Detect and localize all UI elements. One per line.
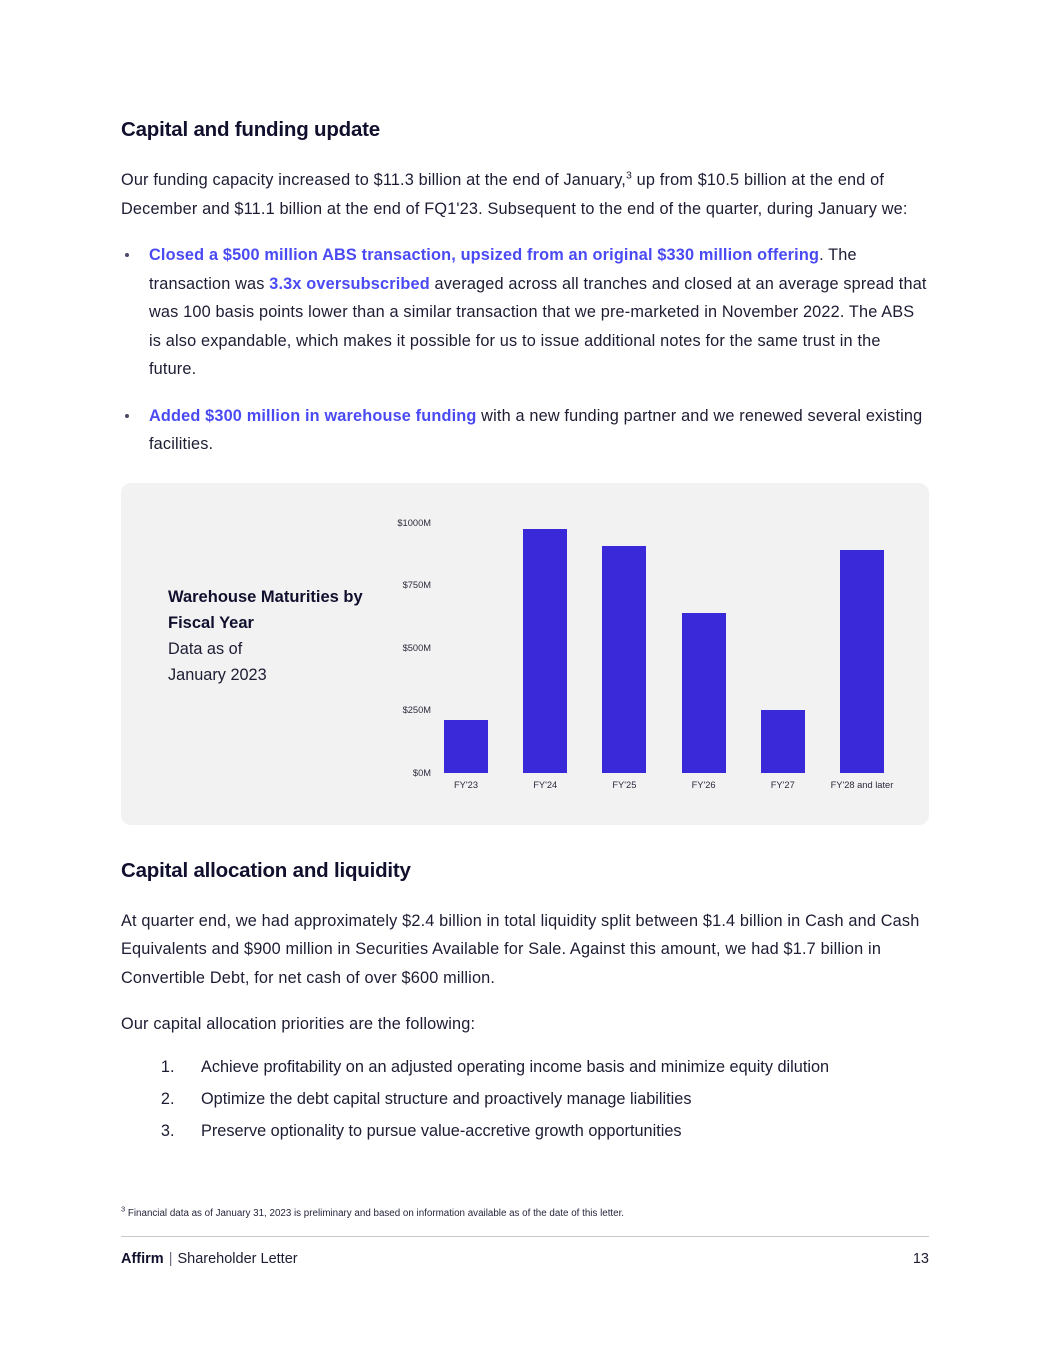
list-item xyxy=(121,241,929,384)
bullet-1-text-1: . The transaction was xyxy=(149,246,857,293)
x-axis-tick-fy26: FY'26 xyxy=(691,779,716,790)
paragraph-priorities-intro: Our capital allocation priorities are the following: xyxy=(121,1015,476,1033)
bar-fy27 xyxy=(761,710,805,773)
bullet-list-funding xyxy=(121,241,929,459)
x-axis-tick-fy25: FY'25 xyxy=(612,779,637,790)
affirm-logo: Affirm xyxy=(121,1251,164,1267)
section-title-capital-allocation: Capital allocation and liquidity xyxy=(121,858,411,882)
section-title-capital-funding: Capital and funding update xyxy=(121,118,381,141)
bar-column-fy27 xyxy=(756,523,810,790)
chart-plot-area xyxy=(397,517,894,790)
paragraph-funding-capacity-part2: up from $10.5 billion at the end of December and $11.1 billion at the end of FQ1'23. Subsequent to the end of the quarter, during January we: xyxy=(121,171,908,218)
bullet-1-highlight-2: 3.3x oversubscribed xyxy=(269,274,430,293)
footnote-3 xyxy=(121,1206,929,1222)
chart-bars xyxy=(439,523,894,790)
chart-subtitle-line1: Data as of xyxy=(168,639,243,658)
y-axis-tick-500: $500M xyxy=(402,642,431,653)
footnote-ref-3: 3 xyxy=(625,169,632,182)
bullet-1-text-2: averaged across all tranches and closed at an average spread that was 100 basis points lower than a similar transaction that we pre-marketed in November 2022. The ABS is also expandable, which makes it possible for us to issue additional notes for the same trust in the future. xyxy=(149,274,927,378)
y-axis-tick-250: $250M xyxy=(402,705,431,715)
list-item: 3. Preserve optionality to pursue value-accretive growth opportunities xyxy=(179,1115,929,1147)
bar-fy24 xyxy=(523,529,567,773)
list-item xyxy=(121,402,929,459)
footer-left xyxy=(121,1251,298,1267)
list-item: 1. Achieve profitability on an adjusted operating income basis and minimize equity dilution xyxy=(179,1051,929,1083)
bar-fy26 xyxy=(682,613,726,773)
bar-column-fy25 xyxy=(597,523,651,790)
page-number: 13 xyxy=(912,1251,929,1267)
y-axis-tick-750: $750M xyxy=(402,580,431,590)
x-axis-tick-fy23: FY'23 xyxy=(454,779,478,790)
bar-column-fy23 xyxy=(439,523,493,790)
x-axis-tick-fy27: FY'27 xyxy=(770,779,795,790)
x-axis-tick-fy28-and-later: FY'28 and later xyxy=(830,779,894,790)
bullet-1-highlight-1: Closed a $500 million ABS transaction, upsized from an original $330 million offering xyxy=(149,246,820,264)
bar-column-fy24 xyxy=(518,523,572,790)
bar-column-fy28-and-later xyxy=(830,523,894,790)
capital-allocation-priorities-list xyxy=(121,1051,929,1147)
warehouse-maturities-chart-card xyxy=(121,483,929,825)
y-axis-tick-0: $0M xyxy=(412,767,431,778)
footer-separator: | xyxy=(168,1251,173,1267)
bullet-2-highlight-1: Added $300 million in warehouse funding xyxy=(149,406,477,425)
footer-document-title: Shareholder Letter xyxy=(177,1251,298,1267)
bullet-2-text-1: with a new funding partner and we renewed several existing facilities. xyxy=(149,406,923,453)
y-axis-tick-1000: $1000M xyxy=(397,517,431,528)
footnote-marker: 3 xyxy=(121,1204,126,1214)
chart-title: Warehouse Maturities by Fiscal Year xyxy=(168,587,363,632)
page-footer xyxy=(121,1206,929,1267)
x-axis-tick-fy24: FY'24 xyxy=(533,779,558,790)
paragraph-liquidity: At quarter end, we had approximately $2.4 billion in total liquidity split between $1.4 billion in Cash and Cash Equivalents and $900 million in Securities Available for Sale. Against this amount, we had $1.7 billion in Convertible Debt, for net cash of over $600 million. xyxy=(121,911,920,987)
chart-subtitle-line2: January 2023 xyxy=(168,665,267,684)
paragraph-funding-capacity-part1: Our funding capacity increased to $11.3 billion at the end of January, xyxy=(121,171,626,189)
bar-column-fy26 xyxy=(677,523,731,790)
chart-title-block xyxy=(168,584,383,688)
bar-fy25 xyxy=(602,546,646,772)
page-content xyxy=(121,118,929,1147)
footer-row xyxy=(121,1251,929,1267)
bar-fy23 xyxy=(444,720,488,773)
footer-divider xyxy=(121,1236,929,1237)
bar-fy28-and-later xyxy=(840,550,884,773)
footnote-text: Financial data as of January 31, 2023 is preliminary and based on information available as of the date of this letter. xyxy=(125,1208,625,1219)
paragraph-funding-capacity xyxy=(121,166,929,223)
list-item: 2. Optimize the debt capital structure and proactively manage liabilities xyxy=(179,1083,929,1115)
